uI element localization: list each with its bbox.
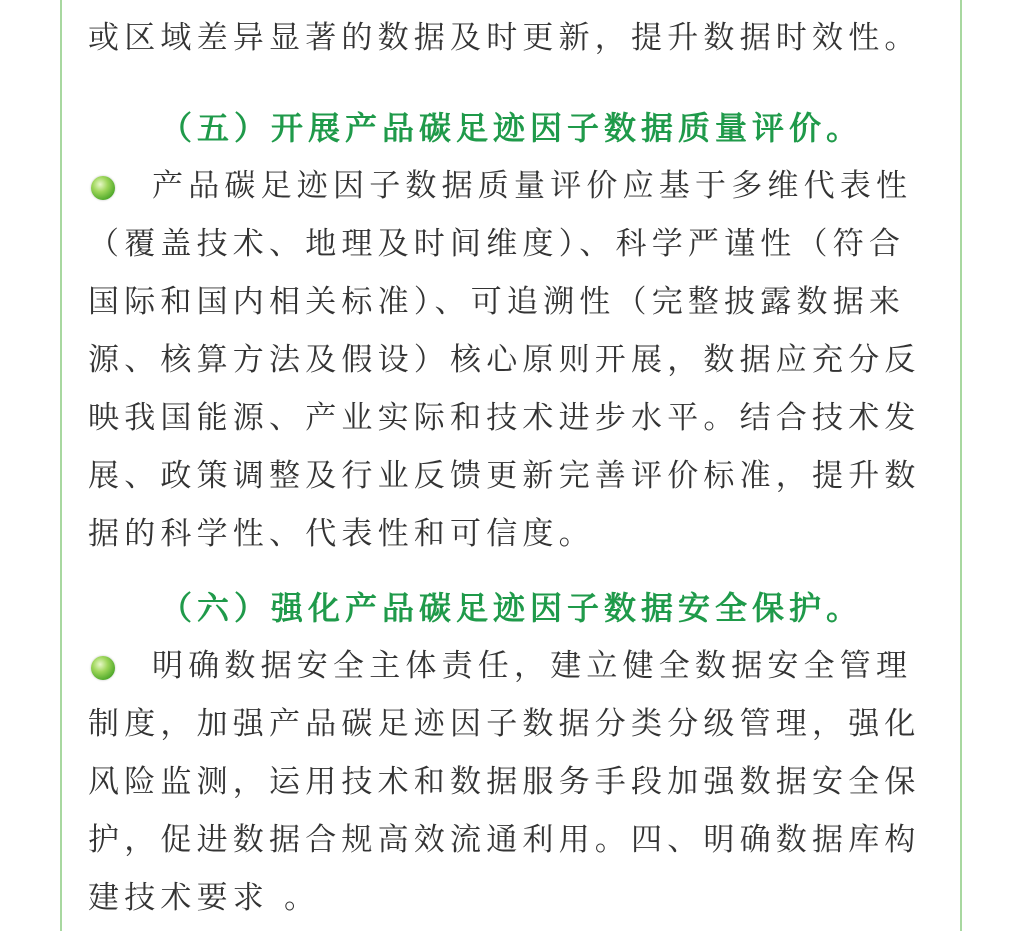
paragraph-line: 建技术要求 。	[88, 880, 321, 916]
bullet-dot-icon	[91, 176, 115, 200]
paragraph-line: 明确数据安全主体责任，建立健全数据安全管理	[152, 648, 913, 684]
paragraph-line: 展、政策调整及行业反馈更新完善评价标准，提升数	[88, 458, 921, 494]
paragraph-line: 源、核算方法及假设）核心原则开展，数据应充分反	[88, 342, 921, 378]
paragraph-line: 护，促进数据合规高效流通利用。四、明确数据库构	[88, 822, 921, 858]
section-5-heading: （五）开展产品碳足迹因子数据质量评价。	[160, 109, 864, 147]
paragraph-line: 或区域差异显著的数据及时更新，提升数据时效性。	[88, 20, 921, 56]
paragraph-line: 风险监测，运用技术和数据服务手段加强数据安全保	[88, 764, 921, 800]
paragraph-line: 产品碳足迹因子数据质量评价应基于多维代表性	[152, 168, 913, 204]
section-6-heading: （六）强化产品碳足迹因子数据安全保护。	[160, 589, 864, 627]
paragraph-line: （覆盖技术、地理及时间维度）、科学严谨性（符合	[88, 226, 906, 262]
bullet-dot-icon	[91, 656, 115, 680]
paragraph-line: 国际和国内相关标准）、可追溯性（完整披露数据来	[88, 284, 906, 320]
paragraph-line: 制度，加强产品碳足迹因子数据分类分级管理，强化	[88, 706, 921, 742]
paragraph-line: 据的科学性、代表性和可信度。	[88, 516, 595, 552]
paragraph-line: 映我国能源、产业实际和技术进步水平。结合技术发	[88, 400, 921, 436]
